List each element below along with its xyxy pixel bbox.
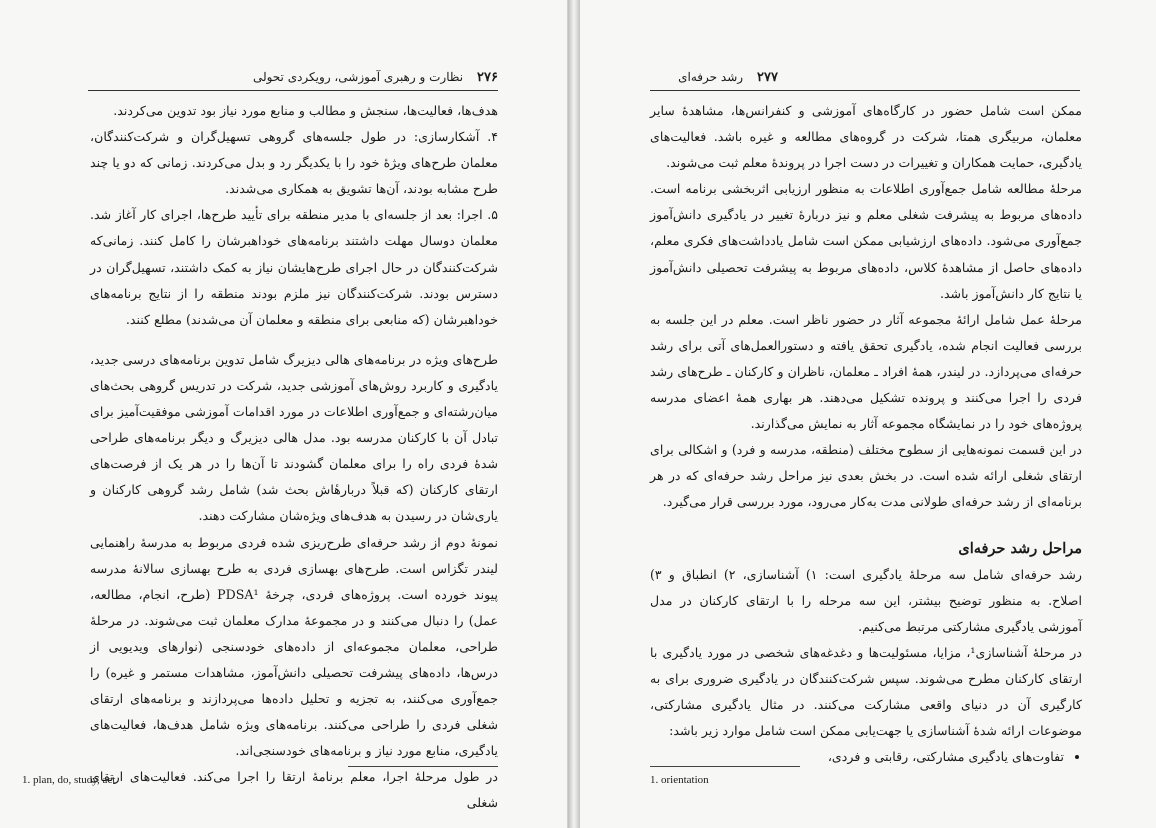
- paragraph: طرح‌های ویژه در برنامه‌های هالی دیزیرگ شامل تدوین برنامه‌های درسی جدید، یادگیری و کاربرد روش‌های آموزشی جدید، شرکت در تدریس گروهی بحث‌های میان‌رشته‌ای و جمع‌آوری اطلاعات در مورد اقدامات آموزشی موفقیت‌آمیز برای تبادل آن با کارکنان مدرسه بود. مدل هالی دیزیرگ و دیگر برنامه‌های طراحی شدهٔ فردی راه را برای معلمان گشودند تا آن‌ها را در هر یک از فرصت‌های ارتقای کارکنان (که قبلاً دربارهٔاش بحث شد) شامل رشد گروهی کارکنان و یاری‌شان در رسیدن به هدف‌های ویژه‌شان مشارکت دهند.: [90, 351, 498, 524]
- paragraph: نمونهٔ دوم از رشد حرفه‌ای طرح‌ریزی شده فردی مربوط به مدرسهٔ راهنمایی لیندر تگزاس است. طرح‌های بهسازی فردی به طرح بهسازی سالانهٔ مدرسه پیوند خورده است. پروژه‌های فردی، چرخهٔ PDSA¹ (طرح، انجام، مطالعه، عمل) را دنبال می‌کنند و در مجموعهٔ مدارک معلمان ثبت می‌شوند. در مرحلهٔ طراحی، معلمان مجموعه‌ای از داده‌های خودسنجی (نوارهای ویدیویی از درس‌ها، داده‌های پیشرفت تحصیلی دانش‌آموز، مشاهدات مستمر و غیره) را جمع‌آوری می‌کنند، به تجزیه و تحلیل داده‌ها می‌پردازند و برنامه‌های ارتقای شغلی فردی را طراحی می‌کنند. برنامه‌های ویژه شامل هدف‌ها، فعالیت‌های یادگیری، منابع مورد نیاز و برنامه‌های خودسنجی‌اند.: [90, 534, 498, 759]
- paragraph: ۵. اجرا: بعد از جلسه‌ای با مدیر منطقه برای تأیید طرح‌ها، اجرای کار آغاز شد. معلمان دوسال مهلت داشتند برنامه‌های خوداهبرشان را کامل کنند. زمانی‌که شرکت‌کنندگان در حال اجرای طرح‌هایشان نیاز به کمک داشتند، تسهیل‌گران در دسترس بودند. شرکت‌کنندگان نیز ملزم بودند منطقه را از نتایج برنامه‌های خوداهبرشان (که منابعی برای منطقه و معلمان آن می‌شدند) مطلع کنند.: [90, 207, 498, 327]
- list-item: • تفاوت‌های یادگیری مشارکتی، رقابتی و فردی،: [650, 744, 1064, 770]
- paragraph: هدف‌ها، فعالیت‌ها، سنجش و مطالب و منابع مورد نیاز بود تدوین می‌کردند.: [113, 103, 498, 118]
- left-page: [0, 0, 568, 828]
- paragraph: در این قسمت نمونه‌هایی از سطوح مختلف (منطقه، مدرسه و فرد) و اشکالی برای ارتقای شغلی ارائه شده است. در بخش بعدی نیز مراحل رشد حرفه‌ای که در هر برنامه‌ای از رشد حرفه‌ای طولانی مدت به‌کار می‌رود، مورد بررسی قرار می‌گیرد.: [650, 442, 1082, 510]
- book-gutter: [568, 0, 580, 828]
- paragraph: رشد حرفه‌ای شامل سه مرحلهٔ یادگیری است: ۱) آشناسازی، ۲) انطباق و ۳) اصلاح. به منظور توضیح بیشتر، این سه مرحله را با ارتقای کارکنان در مدل آموزشی یادگیری مشارکتی مرتبط می‌کنیم.: [650, 566, 1082, 634]
- right-footnote-rule: [650, 766, 800, 767]
- left-header-title: نظارت و رهبری آموزشی، رویکردی تحولی: [252, 70, 464, 84]
- right-header-title: رشد حرفه‌ای: [678, 70, 744, 84]
- paragraph: ممکن است شامل حضور در کارگاه‌های آموزشی و کنفرانس‌ها، مشاهدهٔ سایر معلمان، مربیگری همتا، شرکت در گروه‌های مطالعه و غیره باشد. فعالیت‌های یادگیری، حمایت همکاران و تغییرات در دست اجرا در پروندهٔ معلم ثبت می‌شوند.: [650, 103, 1082, 171]
- spacer: [90, 333, 498, 347]
- left-footnote: 1. plan, do, study, act: [22, 774, 116, 786]
- left-running-header: [253, 70, 498, 85]
- section-heading: مراحل رشد حرفه‌ای: [958, 539, 1082, 557]
- paragraph: ۴. آشکارسازی: در طول جلسه‌های گروهی تسهیل‌گران و شرکت‌کنندگان، معلمان طرح‌های ویژهٔ خود را با یکدیگر رد و بدل می‌کردند. زمانی که دو یا چند طرح مشابه بودند، آن‌ها تشویق به همکاری می‌شدند.: [90, 129, 498, 197]
- right-header-rule: [650, 90, 1080, 91]
- left-page-number: ۲۷۶: [477, 70, 498, 85]
- right-running-header: [678, 70, 778, 85]
- paragraph: در طول مرحلهٔ اجرا، معلم برنامهٔ ارتقا را اجرا می‌کند. فعالیت‌های ارتقای شغلی: [90, 769, 498, 811]
- paragraph: مرحلهٔ مطالعه شامل جمع‌آوری اطلاعات به منظور ارزیابی اثربخشی برنامه است. داده‌های مربوط به پیشرفت شغلی معلم و نیز دربارهٔ تغییر در یادگیری دانش‌آموز جمع‌آوری می‌شود. داده‌های ارزشیابی ممکن است شامل یادداشت‌های فکری معلم، داده‌های حاصل از مشاهدهٔ کلاس، داده‌های مربوط به پیشرفت تحصیلی دانش‌آموز یا نتایج کار دانش‌آموز باشد.: [650, 181, 1082, 301]
- paragraph: مرحلهٔ عمل شامل ارائهٔ مجموعه آثار در حضور ناظر است. معلم در این جلسه به بررسی فعالیت انجام شده، یادگیری تحقق یافته و دستورالعمل‌های آتی برای رشد حرفه‌ای می‌پردازد. در لیندر، همهٔ افراد ـ معلمان، ناظران و کارکنان ـ طرح‌های رشد فردی را اجرا می‌کنند و پرونده تشکیل می‌دهند. هر بهاری همهٔ اعضای مدرسه پروژه‌های خود را در نمایشگاه مجموعه آثار به نمایش می‌گذارند.: [650, 311, 1082, 432]
- paragraph: در مرحلهٔ آشناسازی¹، مزایا، مسئولیت‌ها و دغدغه‌های شخصی در مورد یادگیری با ارتقای کارکنان مطرح می‌شوند. سپس شرکت‌کنندگان در یادگیری ضروری برای به کارگیری آن در دنیای واقعی مشارکت می‌کنند. در مثال یادگیری مشارکتی، موضوعات ارائه شدهٔ آشناسازی یا جهت‌یابی ممکن است شامل موارد زیر باشد:: [650, 644, 1082, 739]
- left-footnote-rule: [348, 766, 498, 767]
- left-body-text: [90, 98, 498, 817]
- right-body-text: [650, 98, 1082, 770]
- left-header-rule: [88, 90, 498, 91]
- right-page: [580, 0, 1156, 828]
- right-page-number: ۲۷۷: [757, 70, 778, 85]
- right-footnote: 1. orientation: [650, 774, 709, 786]
- spacer: [650, 516, 1082, 536]
